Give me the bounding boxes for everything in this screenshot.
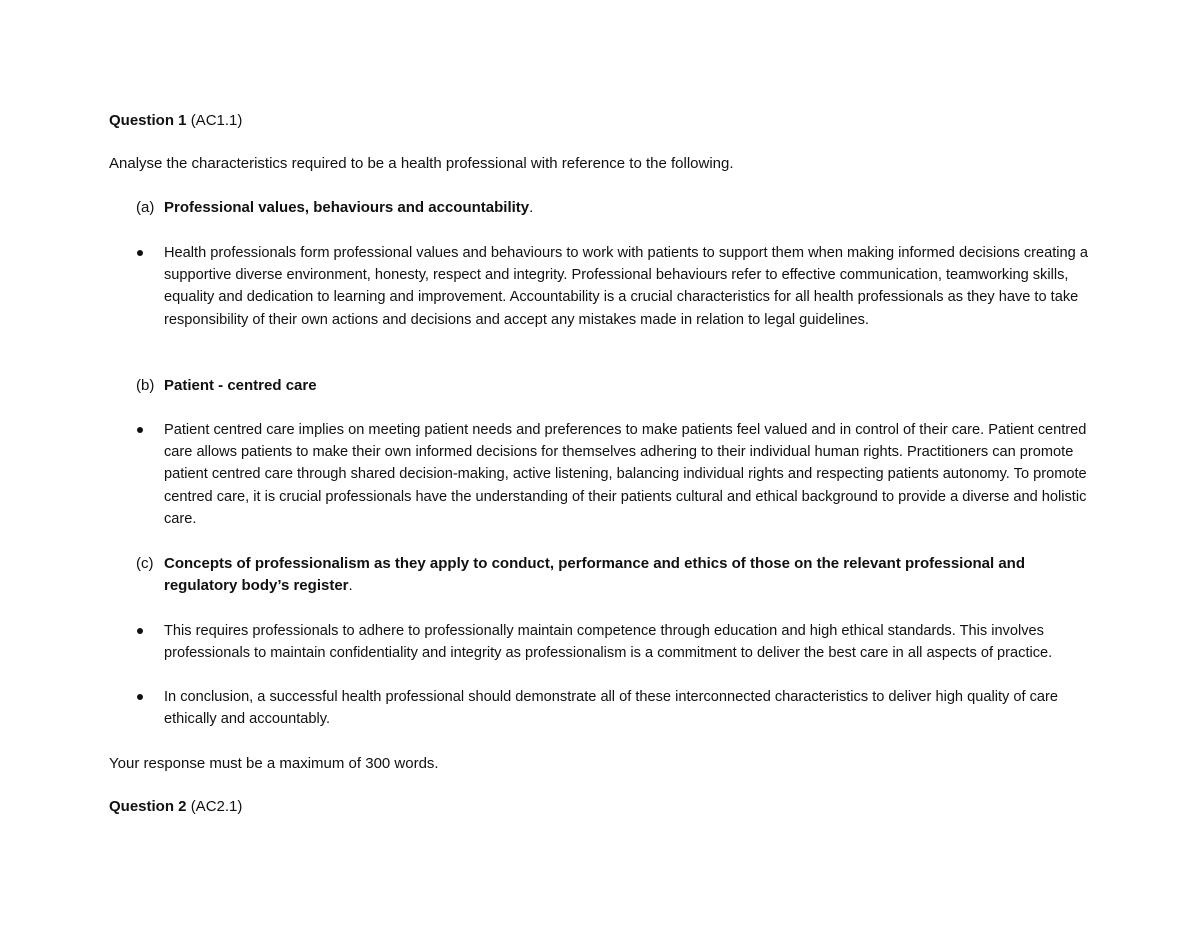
word-limit-note: Your response must be a maximum of 300 words. [109, 755, 439, 772]
question-2-heading [109, 798, 242, 816]
question-1-title: Question 1 [109, 112, 187, 129]
question-2-code: (AC2.1) [190, 798, 243, 815]
section-a-heading-text: Professional values, behaviours and accountability [164, 199, 530, 216]
bullet-icon [137, 694, 143, 700]
section-a-heading-end: . [529, 199, 534, 216]
question-1-intro: Analyse the characteristics required to be a health professional with reference to the following. [109, 155, 734, 172]
section-b-label: (b) [136, 377, 155, 394]
section-b-bullet-1: Patient centred care implies on meeting patient needs and preferences to make patients feel valued and in control of their care. Patient centred care allows patients to make their own informed decisions for themselves adhering to their individual human rights. Practitioners can promote patient centred care through shared decision-making, active listening, balancing individual rights and respecting patients autonomy. To promote centred care, it is crucial professionals have the understanding of their patients cultural and ethical background to provide a diverse and holistic care. [164, 422, 1087, 527]
section-c-bullet-1: This requires professionals to adhere to professionally maintain competence through education and high ethical standards. This involves professionals to maintain confidentiality and integrity as professionalism is a commitment to deliver the best care in all aspects of practice. [164, 623, 1053, 662]
section-a-label: (a) [136, 199, 155, 216]
bullet-icon [137, 250, 143, 256]
section-b-heading: Patient - centred care [164, 377, 317, 394]
section-c-heading-end: . [348, 577, 353, 594]
question-2-title: Question 2 [109, 798, 187, 815]
question-1-heading [109, 112, 242, 130]
question-1-code: (AC1.1) [190, 112, 243, 129]
section-c-heading-text: Concepts of professionalism as they apply to conduct, performance and ethics of those on the relevant professional and regulatory body’s register [164, 555, 1025, 594]
section-a-heading [164, 197, 1094, 219]
bullet-icon [137, 427, 143, 433]
section-c-bullet-2: In conclusion, a successful health professional should demonstrate all of these interconnected characteristics to deliver high quality of care ethically and accountably. [164, 689, 1058, 728]
section-a-bullet-1: Health professionals form professional values and behaviours to work with patients to support them when making informed decisions creating a supportive diverse environment, honesty, respect and integrity. Professional behaviours refer to effective communication, teamworking skills, equality and dedication to learning and improvement. Accountability is a crucial characteristics for all health professionals as they have to take responsibility of their own actions and decisions and accept any mistakes made in relation to legal guidelines. [164, 245, 1088, 328]
section-c-label: (c) [136, 555, 154, 572]
bullet-icon [137, 628, 143, 634]
section-c-heading [164, 553, 1094, 597]
